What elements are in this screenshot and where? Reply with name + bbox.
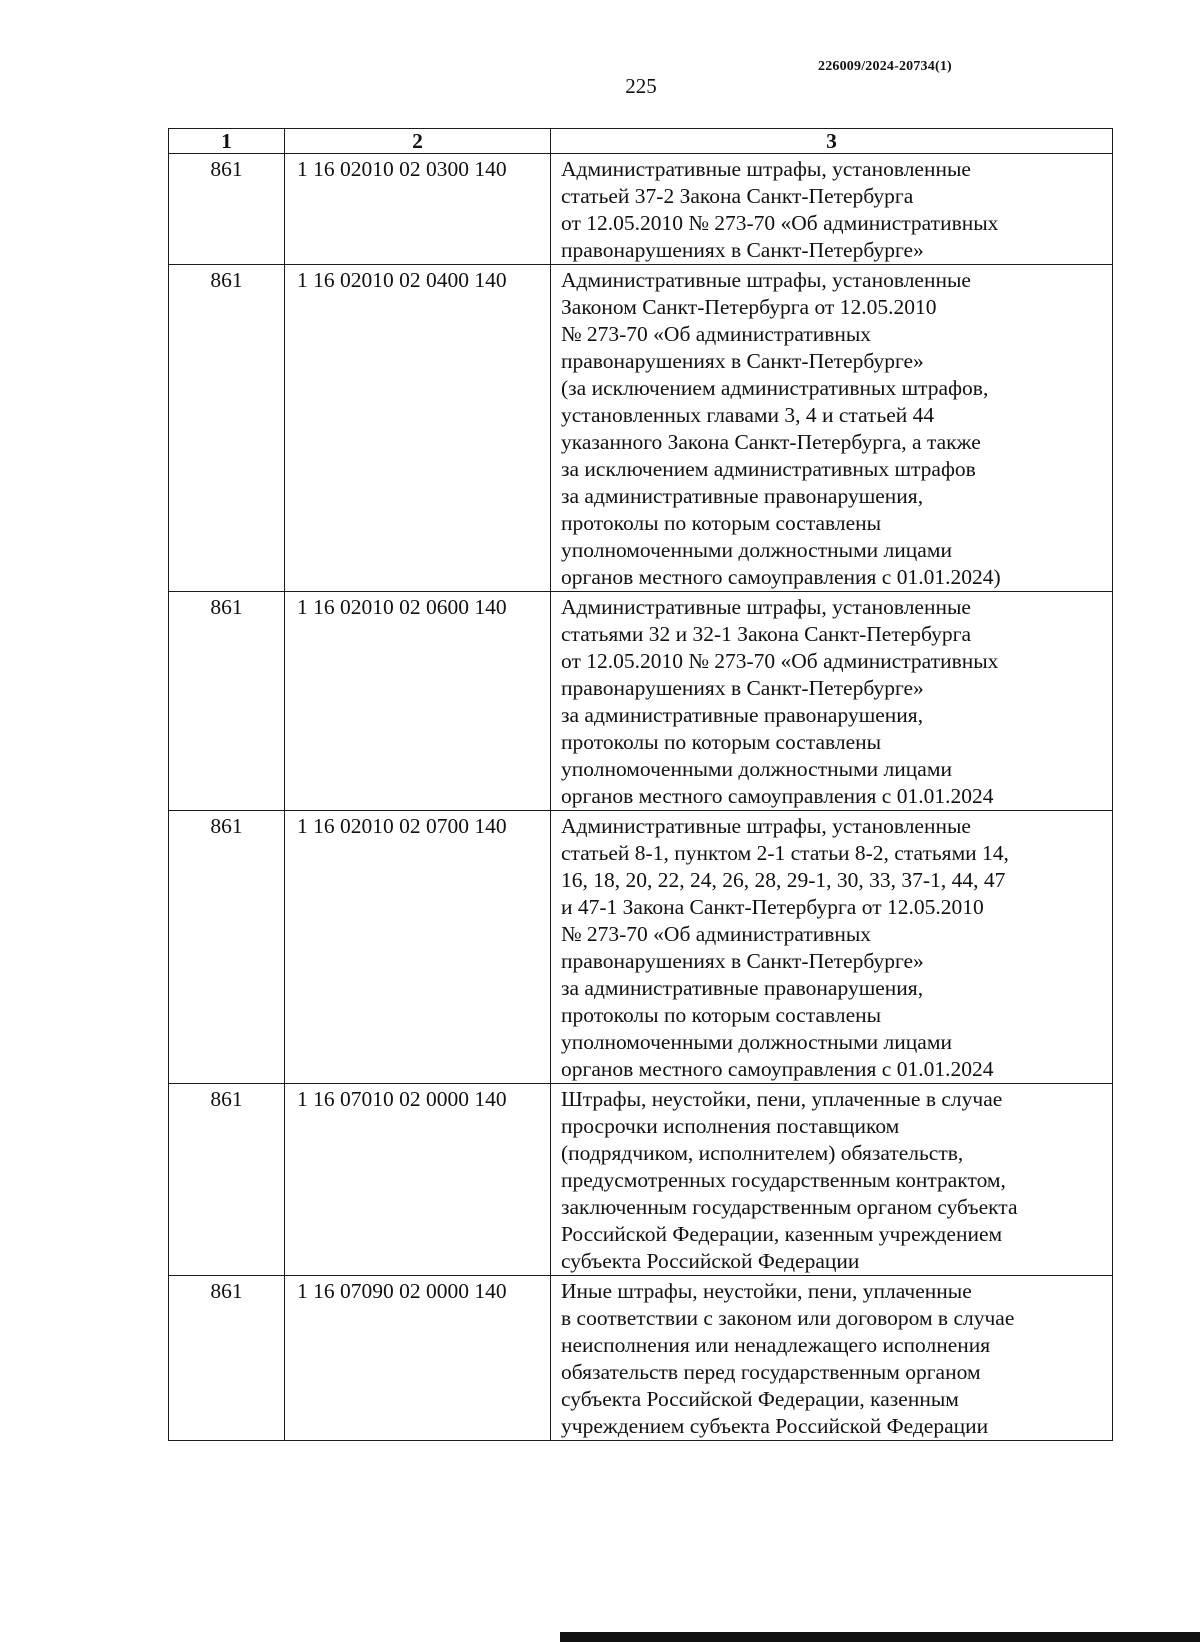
admin-code-cell: 861 [169,265,285,592]
description-cell [551,1276,1113,1441]
description-line: правонарушениях в Санкт-Петербурге» [561,349,924,373]
description-line: правонарушениях в Санкт-Петербурге» [561,676,924,700]
description-line: (за исключением административных штрафов, [561,376,989,400]
description-line: и 47-1 Закона Санкт-Петербурга от 12.05.2010 [561,895,984,919]
admin-code-cell: 861 [169,154,285,265]
revenue-code-cell: 1 16 02010 02 0400 140 [285,265,551,592]
description-line: обязательств перед государственным органом [561,1360,981,1384]
description-line: органов местного самоуправления с 01.01.2024) [561,565,1001,589]
description-line: Российской Федерации, казенным учреждением [561,1222,1003,1246]
description-line: органов местного самоуправления с 01.01.2024 [561,784,994,808]
description-line: заключенным государственным органом субъекта [561,1195,1018,1219]
description-cell [551,154,1113,265]
description-line: Законом Санкт-Петербурга от 12.05.2010 [561,295,937,319]
description-line: за административные правонарушения, [561,484,924,508]
table-row [169,154,1113,265]
description-line: в соответствии с законом или договором в случае [561,1306,1015,1330]
admin-code-cell: 861 [169,811,285,1084]
description-line: Административные штрафы, установленные [561,268,971,292]
table-header [169,129,1113,154]
description-line: уполномоченными должностными лицами [561,538,952,562]
description-cell [551,811,1113,1084]
description-line: протоколы по которым составлены [561,730,882,754]
admin-code-cell: 861 [169,1084,285,1276]
description-cell [551,592,1113,811]
description-line: за административные правонарушения, [561,976,924,1000]
table-row [169,1276,1113,1441]
description-line: указанного Закона Санкт-Петербурга, а также [561,430,981,454]
column-header-1: 1 [169,129,285,154]
description-line: учреждением субъекта Российской Федерации [561,1414,989,1438]
description-line: статьей 8-1, пунктом 2-1 статьи 8-2, статьями 14, [561,841,1009,865]
description-line: от 12.05.2010 № 273-70 «Об административных [561,211,999,235]
description-line: за исключением административных штрафов [561,457,976,481]
table-body [169,154,1113,1441]
description-line: уполномоченными должностными лицами [561,1030,952,1054]
description-line: (подрядчиком, исполнителем) обязательств, [561,1141,964,1165]
description-cell [551,1084,1113,1276]
description-line: протоколы по которым составлены [561,1003,882,1027]
revenue-code-cell: 1 16 07010 02 0000 140 [285,1084,551,1276]
admin-code-cell: 861 [169,1276,285,1441]
revenue-code-cell: 1 16 02010 02 0700 140 [285,811,551,1084]
column-header-3: 3 [551,129,1113,154]
description-line: Штрафы, неустойки, пени, уплаченные в случае [561,1087,1003,1111]
revenue-code-cell: 1 16 02010 02 0300 140 [285,154,551,265]
description-line: неисполнения или ненадлежащего исполнения [561,1333,991,1357]
scan-edge-bar [560,1632,1200,1642]
description-line: от 12.05.2010 № 273-70 «Об административных [561,649,999,673]
description-line: Административные штрафы, установленные [561,157,971,181]
description-line: протоколы по которым составлены [561,511,882,535]
description-line: за административные правонарушения, [561,703,924,727]
table-row [169,592,1113,811]
description-line: статьями 32 и 32-1 Закона Санкт-Петербурга [561,622,971,646]
table-row [169,1084,1113,1276]
description-line: субъекта Российской Федерации, казенным [561,1387,959,1411]
table-row [169,811,1113,1084]
description-line: правонарушениях в Санкт-Петербурге» [561,238,924,262]
description-line: статьей 37-2 Закона Санкт-Петербурга [561,184,914,208]
description-line: № 273-70 «Об административных [561,922,872,946]
description-line: 16, 18, 20, 22, 24, 26, 28, 29-1, 30, 33, 37-1, 44, 47 [561,868,1006,892]
description-line: Административные штрафы, установленные [561,814,971,838]
description-line: установленных главами 3, 4 и статьей 44 [561,403,935,427]
admin-code-cell: 861 [169,592,285,811]
description-cell [551,265,1113,592]
description-line: органов местного самоуправления с 01.01.2024 [561,1057,994,1081]
description-line: Иные штрафы, неустойки, пени, уплаченные [561,1279,972,1303]
revenue-code-cell: 1 16 07090 02 0000 140 [285,1276,551,1441]
document-id: 226009/2024-20734(1) [818,59,952,74]
description-line: просрочки исполнения поставщиком [561,1114,900,1138]
page-number: 225 [625,74,657,98]
revenue-code-cell: 1 16 02010 02 0600 140 [285,592,551,811]
revenue-codes-table [168,128,1113,1441]
description-line: правонарушениях в Санкт-Петербурге» [561,949,924,973]
description-line: уполномоченными должностными лицами [561,757,952,781]
description-line: Административные штрафы, установленные [561,595,971,619]
column-header-2: 2 [285,129,551,154]
description-line: предусмотренных государственным контрактом, [561,1168,1006,1192]
table-row [169,265,1113,592]
header-row [169,129,1113,154]
description-line: № 273-70 «Об административных [561,322,872,346]
description-line: субъекта Российской Федерации [561,1249,860,1273]
